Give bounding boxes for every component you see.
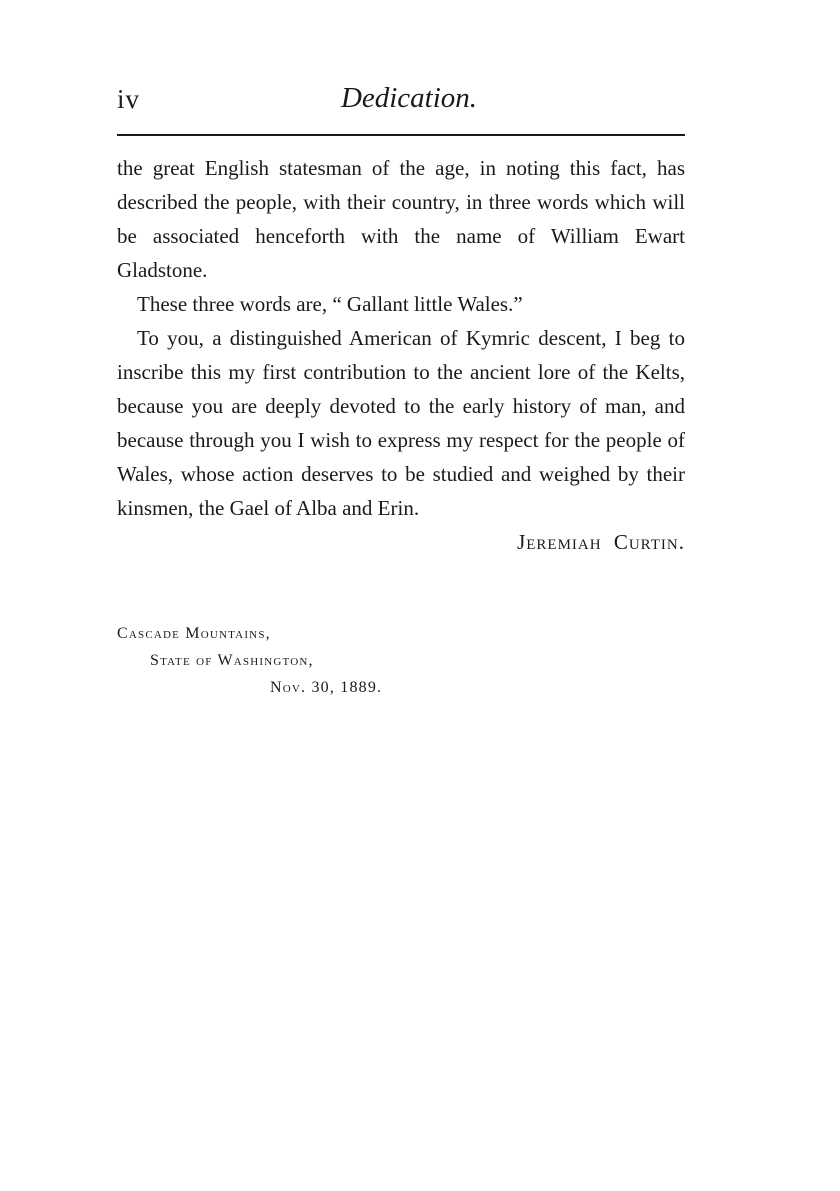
page-number: iv	[117, 84, 141, 114]
running-head	[117, 80, 685, 124]
dedication-body	[117, 151, 685, 559]
dateline	[117, 620, 685, 701]
paragraph-continued: the great English statesman of the age, in noting this fact, has described the people, with their country, in three words which will be associated henceforth with the name of William Ewart Gladstone.	[117, 156, 685, 282]
paragraph-dedication: To you, a distinguished American of Kymric descent, I beg to inscribe this my first contribution to the ancient lore of the Kelts, because you are deeply devoted to the early history of man, and because through you I wish to express my respect for the people of Wales, whose action deserves to be studied and weighed by their kinsmen, the Gael of Alba and Erin.	[117, 326, 685, 520]
dateline-date: Nov. 30, 1889.	[270, 679, 383, 696]
paragraph-three-words: These three words are, “ Gallant little Wales.”	[137, 292, 523, 316]
author-signature: Jeremiah Curtin.	[517, 530, 685, 554]
dateline-state: State of Washington,	[150, 652, 314, 669]
header-rule	[117, 134, 685, 136]
page-title: Dedication.	[340, 82, 478, 114]
dateline-place: Cascade Mountains,	[117, 625, 271, 642]
